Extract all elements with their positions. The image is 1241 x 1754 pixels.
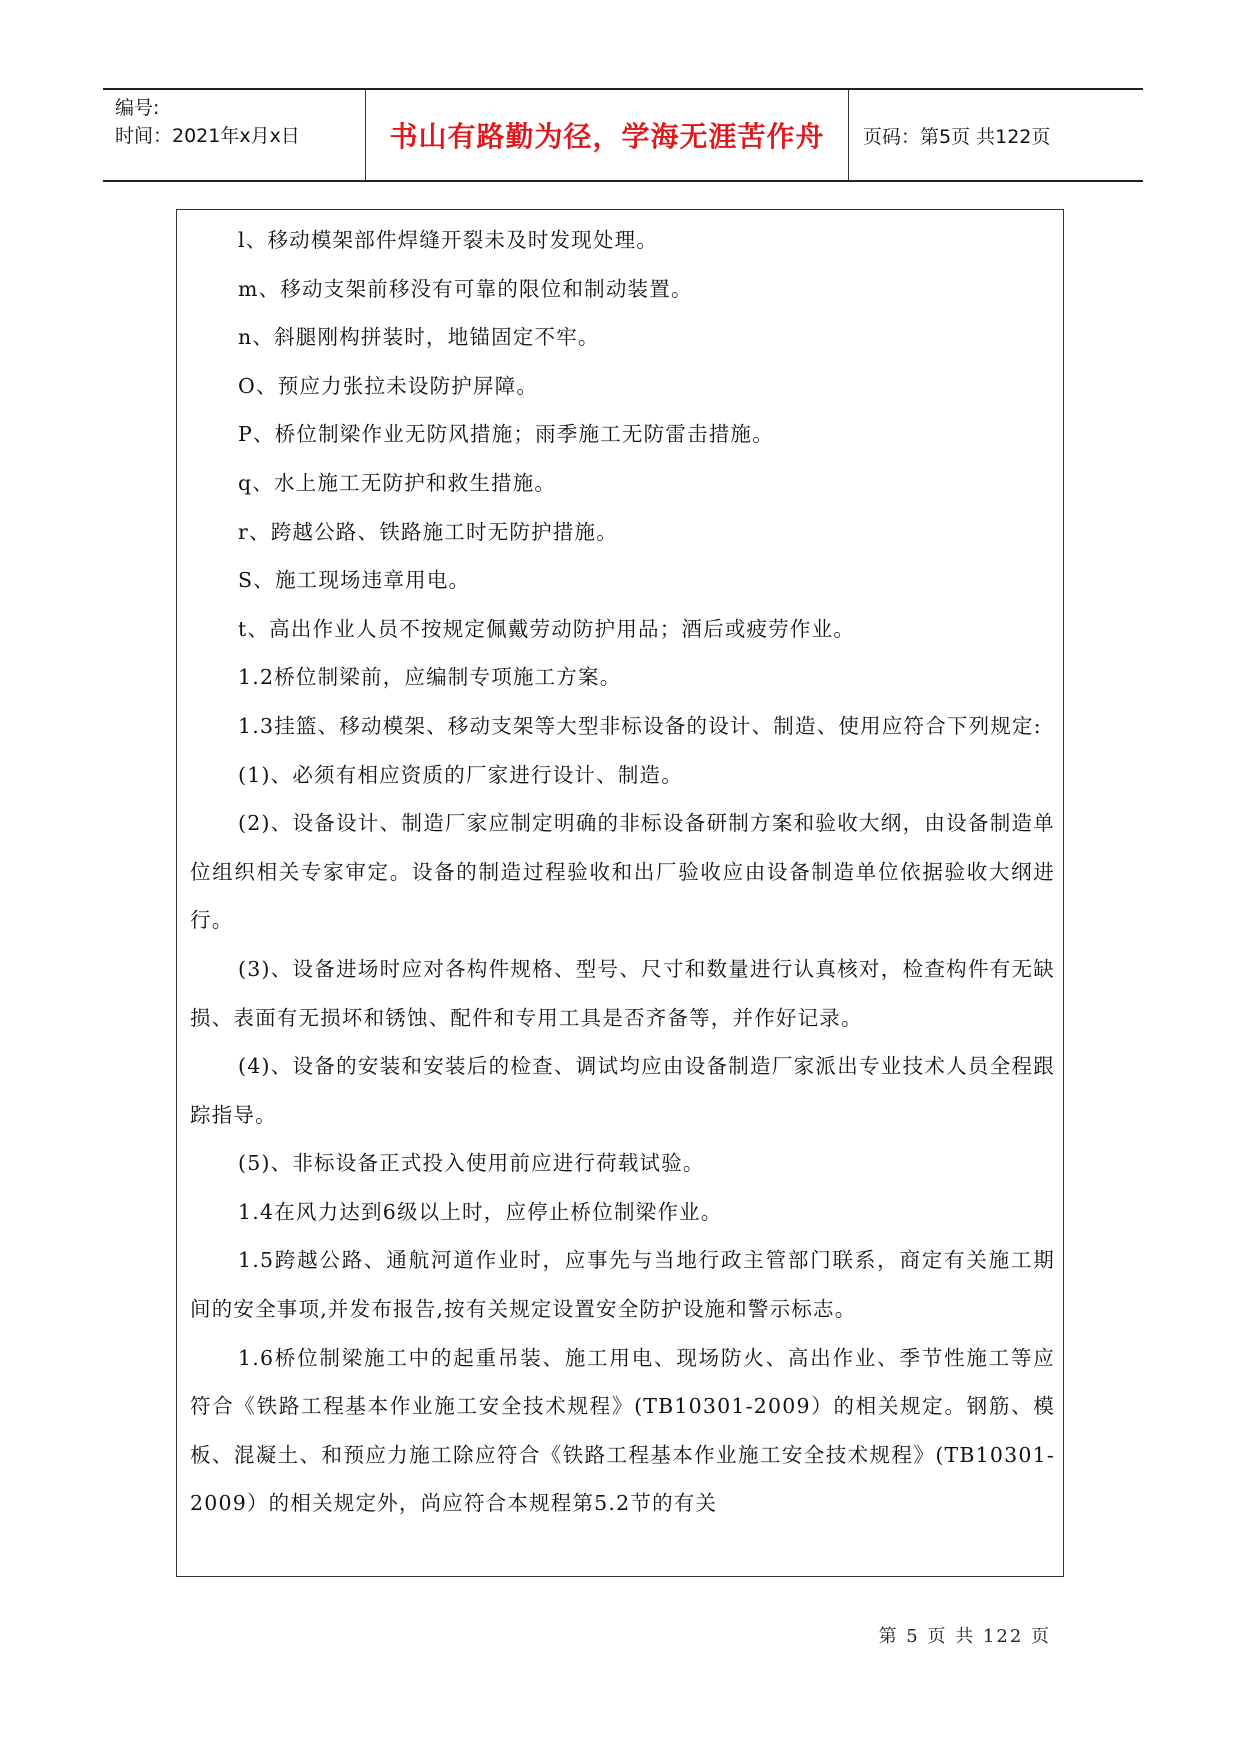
- paragraph: O、预应力张拉未设防护屏障。: [238, 373, 539, 398]
- paragraph: m、移动支架前移没有可靠的限位和制动装置。: [238, 276, 693, 301]
- paragraph: 1.2桥位制梁前，应编制专项施工方案。: [238, 665, 622, 690]
- page-header: [103, 88, 1143, 182]
- paragraph: q、水上施工无防护和救生措施。: [238, 470, 557, 495]
- paragraph: 1.6桥位制梁施工中的起重吊装、施工用电、现场防火、高出作业、季节性施工等应符合《铁路工程基本作业施工安全技术规程》(TB10301-2009）的相关规定。钢筋、模板、混凝土、和预应力施工除应符合《铁路工程基本作业施工安全技术规程》(TB10301-2009）的相关规定外，尚应符合本规程第5.2节的有关: [190, 1345, 1055, 1516]
- header-page-label: 页码：第5页 共122页: [863, 125, 1051, 148]
- paragraph: (4)、设备的安装和安装后的检查、调试均应由设备制造厂家派出专业技术人员全程跟踪指导。: [190, 1054, 1055, 1127]
- paragraph: t、高出作业人员不按规定佩戴劳动防护用品；酒后或疲劳作业。: [238, 616, 856, 641]
- paragraph: P、桥位制梁作业无防风措施；雨季施工无防雷击措施。: [238, 422, 774, 447]
- content-body: [177, 210, 1063, 1528]
- time-label: 时间：2021年x月x日: [115, 125, 300, 147]
- number-label: 编号:: [115, 97, 160, 119]
- paragraph: 1.5跨越公路、通航河道作业时，应事先与当地行政主管部门联系，商定有关施工期间的安全事项,并发布报告,按有关规定设置安全防护设施和警示标志。: [190, 1248, 1055, 1322]
- paragraph: S、施工现场违章用电。: [238, 568, 471, 593]
- paragraph: 1.3挂篮、移动模架、移动支架等大型非标设备的设计、制造、使用应符合下列规定:: [238, 713, 1042, 738]
- header-info: [103, 90, 366, 180]
- page-footer: 第 5 页 共 122 页: [878, 1626, 1051, 1647]
- content-frame: [176, 209, 1064, 1577]
- paragraph: l、移动模架部件焊缝开裂未及时发现处理。: [238, 228, 659, 252]
- paragraph: 1.4在风力达到6级以上时，应停止桥位制梁作业。: [238, 1199, 723, 1224]
- paragraph: (5)、非标设备正式投入使用前应进行荷载试验。: [238, 1151, 705, 1176]
- paragraph: (1)、必须有相应资质的厂家进行设计、制造。: [238, 762, 683, 787]
- header-motto: 书山有路勤为径，学海无涯苦作舟: [366, 90, 849, 180]
- paragraph: r、跨越公路、铁路施工时无防护措施。: [238, 519, 618, 544]
- paragraph: n、斜腿刚构拼装时，地锚固定不牢。: [238, 325, 600, 350]
- paragraph: (3)、设备进场时应对各构件规格、型号、尺寸和数量进行认真核对，检查构件有无缺损、表面有无损坏和锈蚀、配件和专用工具是否齐备等，并作好记录。: [190, 956, 1055, 1030]
- paragraph: (2)、设备设计、制造厂家应制定明确的非标设备研制方案和验收大纲，由设备制造单位组织相关专家审定。设备的制造过程验收和出厂验收应由设备制造单位依据验收大纲进行。: [190, 811, 1055, 933]
